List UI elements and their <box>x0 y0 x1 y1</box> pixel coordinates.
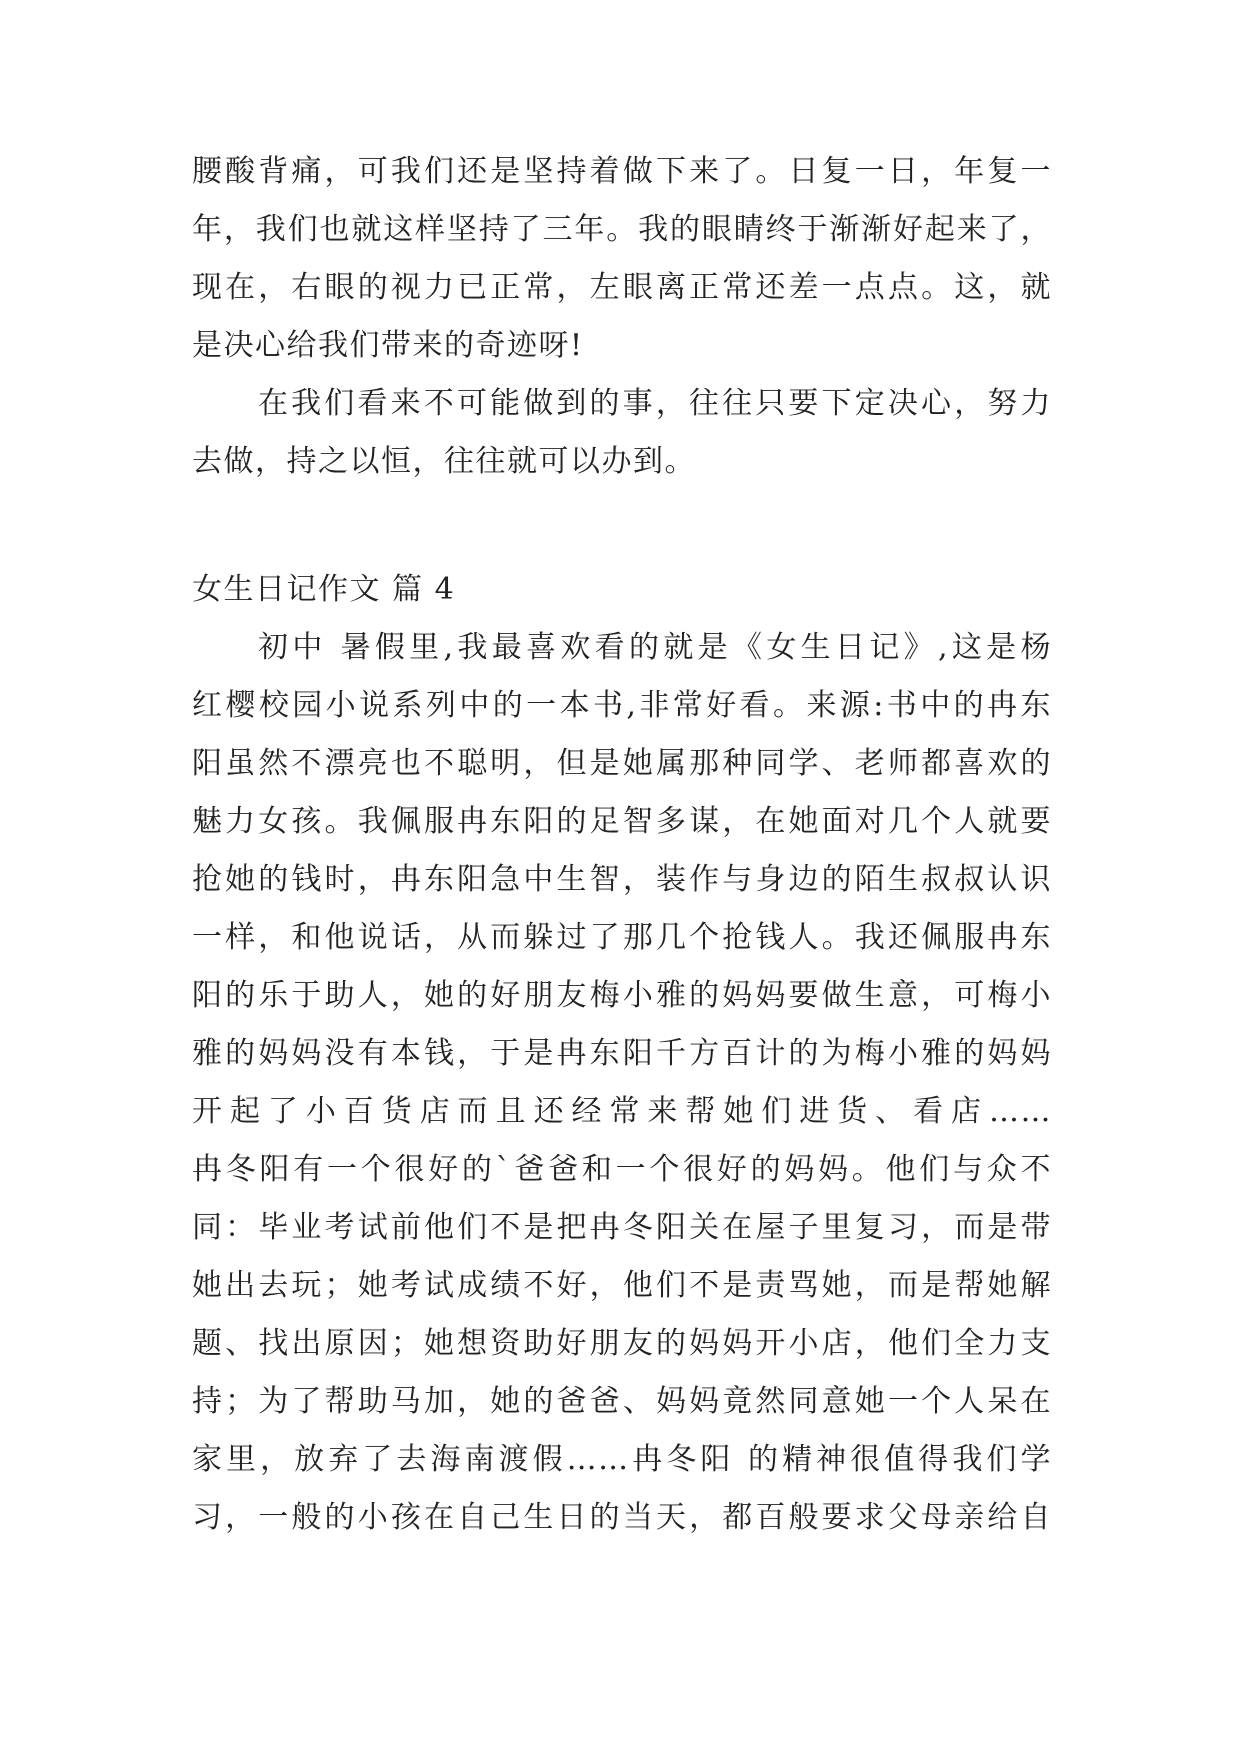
paragraph-line: 持；为了帮助马加，她的爸爸、妈妈竟然同意她一个人呆在 <box>192 1384 1052 1419</box>
paragraph-line: 现在，右眼的视力已正常，左眼离正常还差一点点。这，就 <box>192 270 1052 305</box>
paragraph-line: 雅的妈妈没有本钱，于是冉东阳千方百计的为梅小雅的妈妈 <box>192 1036 1052 1071</box>
paragraph-line: 腰酸背痛，可我们还是坚持着做下来了。日复一日，年复一 <box>192 154 1052 189</box>
paragraph-line: 是决心给我们带来的奇迹呀! <box>192 328 584 363</box>
paragraph-line: 题、找出原因；她想资助好朋友的妈妈开小店，他们全力支 <box>192 1326 1052 1361</box>
paragraph-line: 抢她的钱时，冉东阳急中生智，装作与身边的陌生叔叔认识 <box>192 862 1052 897</box>
paragraph-line: 阳的乐于助人，她的好朋友梅小雅的妈妈要做生意，可梅小 <box>192 978 1052 1013</box>
paragraph-line: 她出去玩；她考试成绩不好，他们不是责骂她，而是帮她解 <box>192 1268 1052 1303</box>
paragraph-line: 去做，持之以恒，往往就可以办到。 <box>192 444 696 479</box>
paragraph-line: 一样，和他说话，从而躲过了那几个抢钱人。我还佩服冉东 <box>192 920 1052 955</box>
paragraph-line: 开起了小百货店而且还经常来帮她们进货、看店…… <box>192 1094 1052 1129</box>
paragraph-line: 家里，放弃了去海南渡假……冉冬阳 的精神很值得我们学 <box>192 1442 1052 1477</box>
paragraph-line: 同：毕业考试前他们不是把冉冬阳关在屋子里复习，而是带 <box>192 1210 1052 1245</box>
paragraph-line: 年，我们也就这样坚持了三年。我的眼睛终于渐渐好起来了， <box>192 212 1052 247</box>
paragraph-line: 初中 暑假里,我最喜欢看的就是《女生日记》,这是杨 <box>258 630 1052 665</box>
paragraph-line: 冉冬阳有一个很好的`爸爸和一个很好的妈妈。他们与众不 <box>192 1152 1052 1187</box>
paragraph-line: 魅力女孩。我佩服冉东阳的足智多谋，在她面对几个人就要 <box>192 804 1052 839</box>
paragraph-line: 习，一般的小孩在自己生日的当天，都百般要求父母亲给自 <box>192 1500 1052 1535</box>
section-title: 女生日记作文 篇 4 <box>192 572 456 607</box>
paragraph-line: 在我们看来不可能做到的事，往往只要下定决心，努力 <box>258 386 1052 421</box>
paragraph-line: 红樱校园小说系列中的一本书,非常好看。来源:书中的冉东 <box>192 688 1052 723</box>
paragraph-line: 阳虽然不漂亮也不聪明，但是她属那种同学、老师都喜欢的 <box>192 746 1052 781</box>
